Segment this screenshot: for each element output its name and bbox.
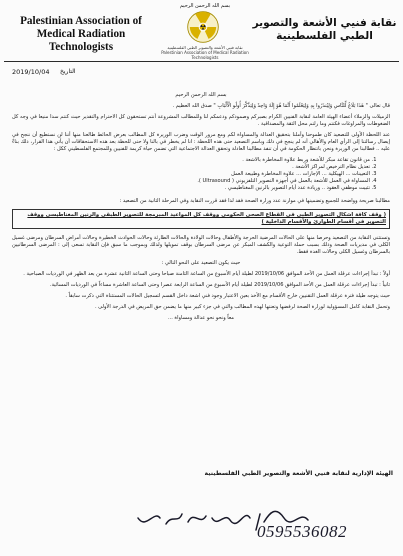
basmala-header: بسم الله الرحمن الرحيم — [179, 3, 231, 9]
plan-intro: حيث يكون التصعيد على النحو التالي : — [161, 260, 241, 266]
quran-verse: قال تعالى " هَذَا بَلَاغٌ لِّلنَّاسِ وَلِيُنذَرُوا بِهِ وَلِيَعْلَمُوا أَنَّمَا هُوَ إِلَهٌ وَاحِدٌ وَلِيَذَّكَّرَ أُولُو الْأَلْبَابِ " صدق الله العظيم . — [172, 103, 390, 109]
demand-item: 2. تعديل نظام الترخيص لمراكز الأشعة . — [12, 164, 370, 171]
radiation-trefoil-icon — [186, 10, 220, 44]
org-name-english: Palestinian Association of Medical Radiation Technologists — [20, 15, 142, 53]
logo-caption-english: Palestinian Association of Medical Radiation Technologists — [161, 50, 249, 60]
logo-caption-arabic: نقابة فنيي الأشعة والتصوير الطبي الفلسطينية — [167, 45, 243, 50]
signature-block — [0, 470, 403, 556]
closing-line: معاً ونحو نحو عدالة ومساواة ... — [167, 315, 235, 321]
demand-item: 1. من قانون تقاعد مبكر للأشعة وربط علاوة المخاطرة بالاشعة . — [12, 157, 370, 164]
demands-list — [12, 157, 390, 192]
basmala: بسم الله الرحمن الرحيم — [175, 92, 227, 98]
paragraph-greeting: الزميلات والزملاء أعضاء الهيئة العامة لنقابة الفنيين الكرام بصبركم وصمودكم ودعمكم لنا وللمطالب المشروعة أنتم تستحقون كل الاحترام والتقدير حيث كنتم سدا منيعا في وجه كل الضغوطات والمراوغات فكنتم وما زلتم محل الثقة والمصداقية . — [12, 114, 390, 127]
demand-item: 5. تثبيت موظفي العقود .. وزيادة عدد أيام التصوير بالرنين المغناطيسي . — [12, 185, 370, 192]
phone-number: 0595536082 — [257, 522, 347, 541]
org-name-arabic: نقابة فنيي الأشعة والتصوير الطبي الفلسطينية — [252, 17, 397, 42]
paragraph-responsibility: وتحمل النقابة كامل المسؤولية لوزارة الصحة لرفضها وتعنتها لهذه المطالب والتي في جزء كبير منها ما يضمن حق المريض في الدرجة الأولى . — [94, 304, 390, 310]
demand-item: 3. التعيينات ... الهيكلية ... الإجازات ... علاوة المخاطرة وطبيعة العمل — [12, 171, 370, 178]
plan-item-2: ثانياً : تبدأ إجراءات عرقلة العمل من الأحد الموافق 2019/10/06 لطيلة أيام الأسبوع من الساعة الرابعة عصرا وحتى الساعة العاشرة مساءاً في الورديات المسائية. — [49, 282, 390, 288]
paragraph-context: عند اللحظة الأولى للتصعيد كان طموحنا وأملنا بتحقيق العدالة والمساواة لكم ومع مرور الوقت وضرب الوزيرة كل المطالب بعرض الحائط طالعنا منها أننا لن نستطيع أن ننجح في إيصال رسالتنا إلى الرأي العام والأهالي أنه لم ينجح في ذلك وباسم التصعيد حتى هذه اللحظة : انا لم يخطر في بالنا ولا حتى للحظة بعد هذه الاستحقاقات أن يأتي هذا القرار، ذلك بناءً عليه .. فطالبنا من الوزيرة ونحن بانتظار الحكومة في أن تنفذ مطالبنا العادلة وتحقق العدالة الاجتماعية التي تضمن حياة كريمة للفنيين وللمجتمع الفلسطيني ككل : — [12, 132, 390, 152]
date-row — [0, 68, 403, 78]
boxed-decision: ( وقف كافة اشكال التصوير الطبي في القطاع الصحي الحكومي ووقف كل المواعيد المبرمجة للتصوير الطبقي والرنين المغناطيسي ووقف التصوير في أقسام الطوارئ والأقسام الداخلية ) — [12, 209, 390, 229]
demand-item: 4. المساواة في العمل للأشعة بالعمل في أجهزة التصوير التلفزيوني ( Ultrasound ). — [12, 178, 370, 185]
paragraph-exceptions: وتستثنى النقابة من التصعيد وحرصا منها على الحالات المرضية الحرجة والأطفال وحالات الولادة والحالات الطارئة وحالات الحوادث الخطيرة وحالات أمراض السرطان ومرضى غسيل الكلى في مديريات الصحة وذلك بسبب حملة التوعية والكشف المبكر عن مرضى السرطان بوقف تمويلها ولذلك وبموجب ما سبق فإن النقابة تسعى إلى : المرضى السرطانيين بالسرطان وغسيل الكلى وحالات الغدة فقط. — [12, 235, 390, 255]
union-signature-label: الهيئة الإدارية لنقابة فنيي الأشعة والتصوير الطبي الفلسطينية — [204, 470, 393, 477]
date-value: 2019/10/04 — [12, 68, 50, 76]
date-label: التاريخ — [60, 68, 76, 75]
paragraph-procedure: حيث يتوجه طيلة فترة عرقلة العمل التقنيين خارج الأقسام مع الأخذ بعين الاعتبار وجود فني اشعة داخل القسم لتسجيل الحالات المستثناة التي ذكرت سابقاً . — [65, 293, 390, 299]
letterhead — [0, 0, 403, 62]
paragraph-decision: مطالبنا صريحة وواضحة للجميع وتضمينها في موازنة عدد وزارة الصحة فقد لذا فقد قررت النقابة وفي المرحلة الثانية من التصعيد : — [119, 198, 390, 204]
logo-caption — [160, 45, 250, 60]
plan-item-1: أولاً : تبدأ إجراءات عرقلة العمل من الأحد الموافق 2019/10/06 لطيلة أيام الأسبوع من الساعة الثامنة صباحا وحتى الساعة الثانية عشرة من بعد الظهر في الورديات الصباحية . — [23, 271, 390, 277]
letter-body — [12, 92, 390, 326]
header-divider — [4, 61, 399, 62]
